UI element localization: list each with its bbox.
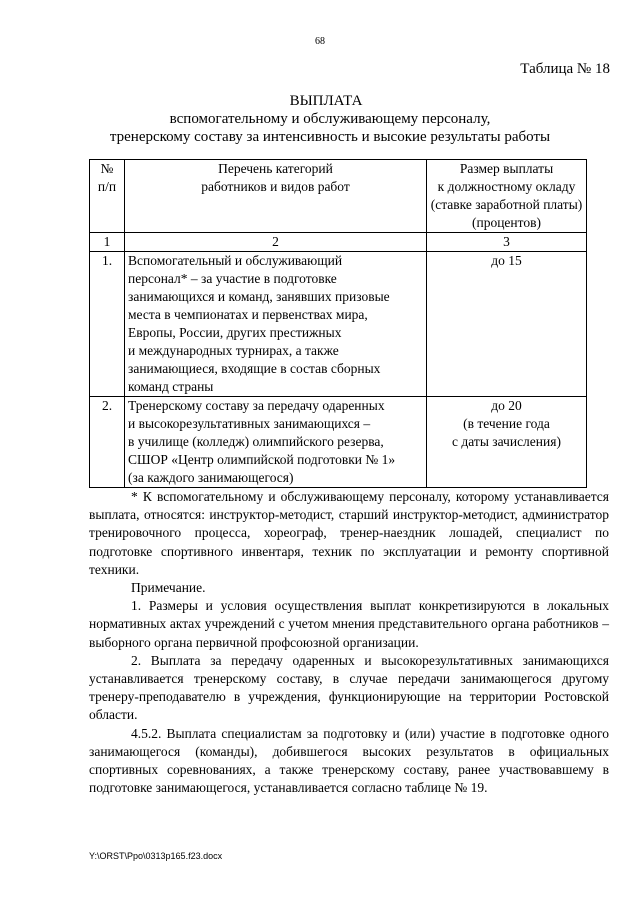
note-paragraph-2: 2. Выплата за передачу одаренных и высокорезультативных занимающихся устанавливается тренерскому составу, в случае передачи занимающегося другому тренеру-преподавателю в учреждения, функционирующие на территории Ростовской области. [89, 652, 609, 723]
payment-table [89, 159, 587, 488]
table-row [90, 252, 587, 397]
table-label: Таблица № 18 [520, 61, 610, 77]
document-title [0, 92, 640, 146]
row-description: Тренерскому составу за передачу одаренных и высокорезультативных занимающихся – в училище (колледж) олимпийского резерва, СШОР «Центр олимпийской подготовки № 1» (за каждого занимающегося) [125, 397, 427, 488]
row-number: 1. [90, 252, 125, 397]
row-amount: до 15 [427, 252, 587, 397]
title-line-3: тренерскому составу за интенсивность и высокие результаты работы [109, 129, 551, 145]
header-amount: Размер выплаты к должностному окладу (ставке заработной платы) (процентов) [427, 160, 587, 233]
column-number-row [90, 233, 587, 252]
row-description: Вспомогательный и обслуживающий персонал* – за участие в подготовке занимающихся и команд, занявших призовые места в чемпионатах и первенствах мира, Европы, России, других престижных и международных турнирах, а также занимающиеся, входящие в состав сборных команд страны [125, 252, 427, 397]
row-amount: до 20 (в течение года с даты зачисления) [427, 397, 587, 488]
title-line-2: вспомогательному и обслуживающему персоналу, [169, 111, 491, 127]
column-number-1: 1 [90, 233, 125, 252]
file-path-footer: Y:\ORST\Ppo\0313p165.f23.docx [89, 851, 223, 861]
footnote-paragraph: * К вспомогательному и обслуживающему персоналу, которому устанавливается выплата, относятся: инструктор-методист, старший инструктор-методист, администратор тренировочного процесса, хореограф, тренер-наездник лошадей, специалист по подготовке спортивного инвентаря, техник по эксплуатации и ремонту спортивной техники. [89, 489, 609, 577]
table-row [90, 397, 587, 488]
table-header-row [90, 160, 587, 233]
clause-paragraph: 4.5.2. Выплата специалистам за подготовку и (или) участие в подготовке одного занимающегося (команды), добившегося высоких результатов в официальных спортивных соревнованиях, а также тренерскому составу, ранее участвовавшему в подготовке занимающегося, устанавливается согласно таблице № 19. [89, 725, 609, 796]
title-line-1: ВЫПЛАТА [289, 93, 363, 109]
column-number-2: 2 [125, 233, 427, 252]
header-number: № п/п [90, 160, 125, 233]
page-number: 68 [315, 36, 325, 47]
column-number-3: 3 [427, 233, 587, 252]
header-categories: Перечень категорий работников и видов работ [125, 160, 427, 233]
body-text [89, 488, 609, 797]
note-heading: Примечание. [131, 580, 206, 596]
note-paragraph-1: 1. Размеры и условия осуществления выплат конкретизируются в локальных нормативных актах учреждений с учетом мнения представительного органа работников – выборного органа первичной профсоюзной организации. [89, 598, 609, 650]
row-number: 2. [90, 397, 125, 488]
